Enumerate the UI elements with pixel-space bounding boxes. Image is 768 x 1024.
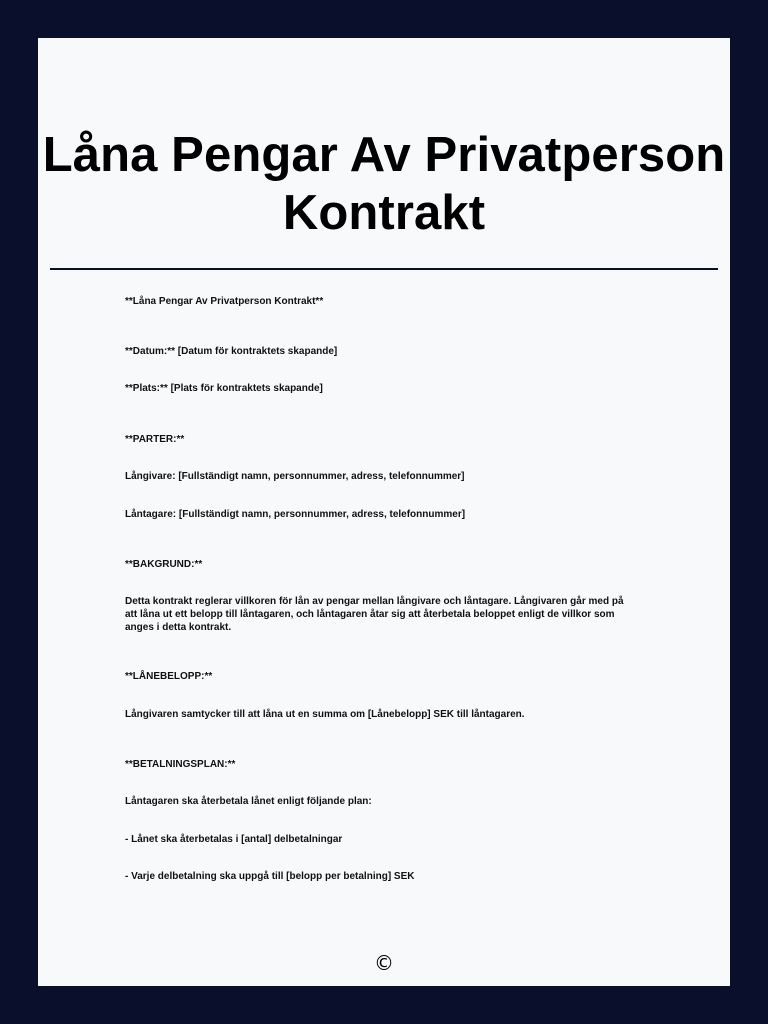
payment-plan-intro: Låntagaren ska återbetala lånet enligt följande plan: (125, 796, 372, 807)
payment-plan-item: - Varje delbetalning ska uppgå till [belopp per betalning] SEK (125, 871, 415, 882)
date-field: **Datum:** [Datum för kontraktets skapande] (125, 346, 338, 357)
title-divider (50, 268, 718, 270)
payment-plan-item: - Lånet ska återbetalas i [antal] delbetalningar (125, 834, 343, 845)
lender-line: Långivare: [Fullständigt namn, personnummer, adress, telefonnummer] (125, 471, 465, 482)
document-title (38, 126, 730, 242)
place-field: **Plats:** [Plats för kontraktets skapande] (125, 383, 323, 394)
section-heading-loan-amount: **LÅNEBELOPP:** (125, 671, 213, 682)
contract-heading: **Låna Pengar Av Privatperson Kontrakt** (125, 296, 324, 307)
copyright-icon: © (374, 951, 394, 975)
section-heading-payment-plan: **BETALNINGSPLAN:** (125, 759, 236, 770)
title-line-2: Kontrakt (282, 186, 486, 240)
loan-amount-paragraph: Långivaren samtycker till att låna ut en summa om [Lånebelopp] SEK till låntagaren. (125, 709, 525, 720)
section-heading-background: **BAKGRUND:** (125, 559, 203, 570)
document-page (38, 38, 730, 986)
title-line-1: Låna Pengar Av Privatperson (42, 128, 726, 182)
borrower-line: Låntagare: [Fullständigt namn, personnummer, adress, telefonnummer] (125, 509, 466, 520)
section-heading-parties: **PARTER:** (125, 434, 185, 445)
background-paragraph: Detta kontrakt reglerar villkoren för lån av pengar mellan långivare och låntagare. Långivaren går med på att låna ut ett belopp till låntagaren, och låntagaren åtar sig att återbetala beloppet enligt de villkor som anges i detta kontrakt. (125, 596, 624, 633)
